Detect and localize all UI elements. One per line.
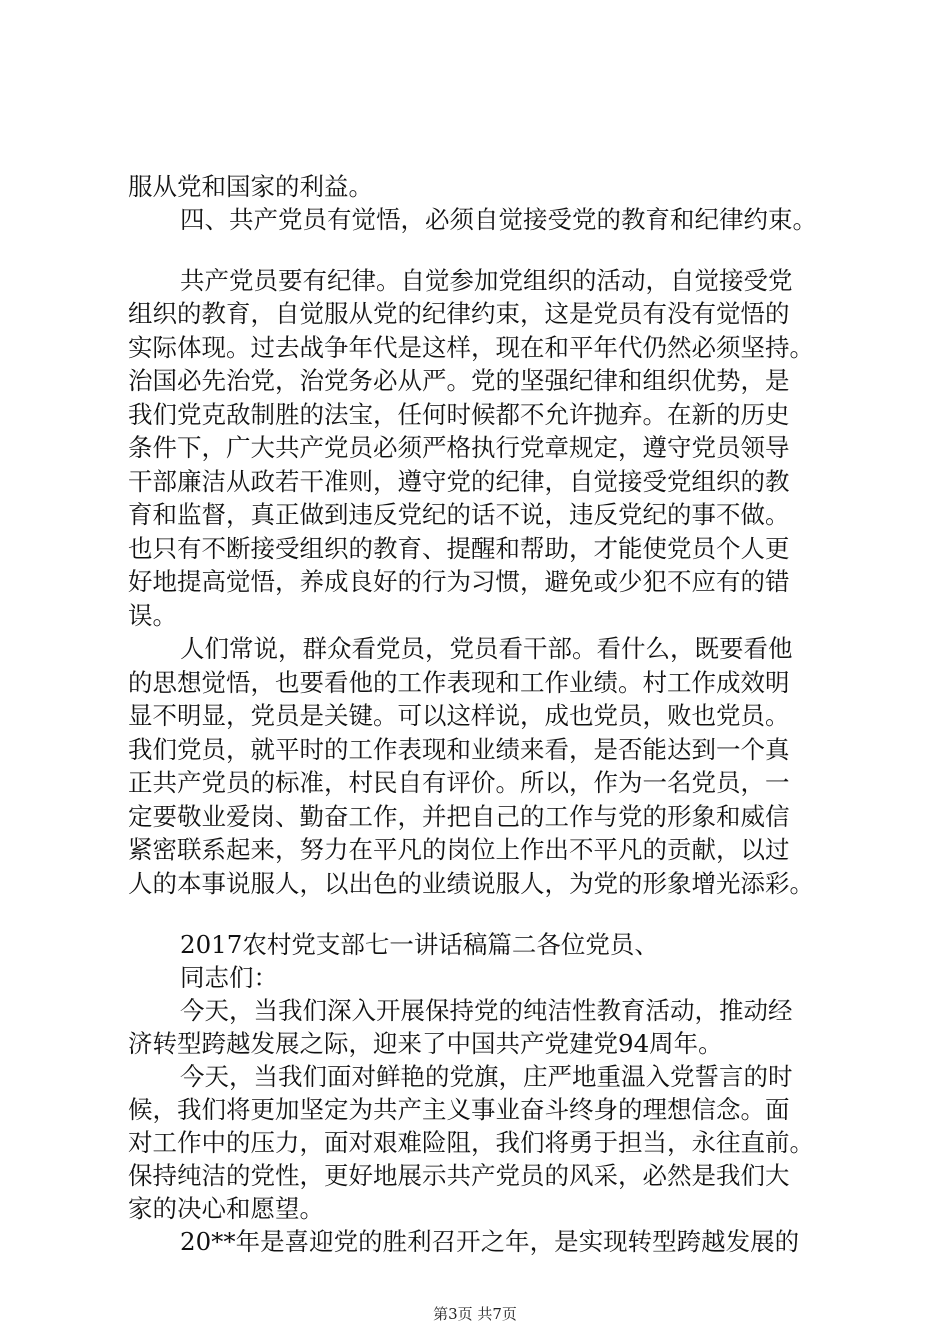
text-line: 定要敬业爱岗、勤奋工作，并把自己的工作与党的形象和威信 [128, 802, 790, 831]
text-line: 我们党员，就平时的工作表现和业绩来看，是否能达到一个真 [128, 735, 790, 764]
text-line: 济转型跨越发展之际，迎来了中国共产党建党94周年。 [128, 1029, 723, 1058]
text-line: 干部廉洁从政若干准则，遵守党的纪律，自觉接受党组织的教 [128, 467, 790, 496]
text-line: 治国必先治党，治党务必从严。党的坚强纪律和组织优势，是 [128, 366, 790, 395]
page-footer: 第3页 共7页 [433, 1305, 517, 1323]
text-line: 实际体现。过去战争年代是这样，现在和平年代仍然必须坚持。 [128, 333, 814, 362]
text-line: 家的决心和愿望。 [128, 1194, 324, 1223]
text-line: 正共产党员的标准，村民自有评价。所以，作为一名党员，一 [128, 768, 790, 797]
text-line: 的思想觉悟，也要看他的工作表现和工作业绩。村工作成效明 [128, 668, 790, 697]
section-heading: 四、共产党员有觉悟，必须自觉接受党的教育和纪律约束。 [180, 205, 817, 234]
salutation: 同志们： [180, 963, 278, 992]
text-line: 共产党员要有纪律。自觉参加党组织的活动，自觉接受党 [180, 266, 793, 295]
text-line: 今天，当我们深入开展保持党的纯洁性教育活动，推动经 [180, 996, 793, 1025]
text-line: 好地提高觉悟，养成良好的行为习惯，避免或少犯不应有的错 [128, 567, 790, 596]
text-line: 20**年是喜迎党的胜利召开之年，是实现转型跨越发展的 [180, 1227, 800, 1256]
text-line: 育和监督，真正做到违反党纪的话不说，违反党纪的事不做。 [128, 500, 790, 529]
text-line: 服从党和国家的利益。 [128, 172, 373, 201]
text-line: 候，我们将更加坚定为共产主义事业奋斗终身的理想信念。面 [128, 1095, 790, 1124]
text-line: 人的本事说服人，以出色的业绩说服人，为党的形象增光添彩。 [128, 869, 814, 898]
text-line: 对工作中的压力，面对艰难险阻，我们将勇于担当，永往直前。 [128, 1128, 814, 1157]
text-line: 也只有不断接受组织的教育、提醒和帮助，才能使党员个人更 [128, 534, 790, 563]
text-line: 我们党克敌制胜的法宝，任何时候都不允许抛弃。在新的历史 [128, 400, 790, 429]
article-title: 2017农村党支部七一讲话稿篇二各位党员、 [180, 930, 659, 959]
text-line: 保持纯洁的党性，更好地展示共产党员的风采，必然是我们大 [128, 1161, 790, 1190]
text-line: 今天，当我们面对鲜艳的党旗，庄严地重温入党誓言的时 [180, 1062, 793, 1091]
text-line: 条件下，广大共产党员必须严格执行党章规定，遵守党员领导 [128, 433, 790, 462]
text-line: 误。 [128, 601, 177, 630]
text-line: 组织的教育，自觉服从党的纪律约束，这是党员有没有觉悟的 [128, 299, 790, 328]
text-line: 人们常说，群众看党员，党员看干部。看什么，既要看他 [180, 634, 793, 663]
text-line: 显不明显，党员是关键。可以这样说，成也党员，败也党员。 [128, 701, 790, 730]
text-line: 紧密联系起来，努力在平凡的岗位上作出不平凡的贡献，以过 [128, 835, 790, 864]
